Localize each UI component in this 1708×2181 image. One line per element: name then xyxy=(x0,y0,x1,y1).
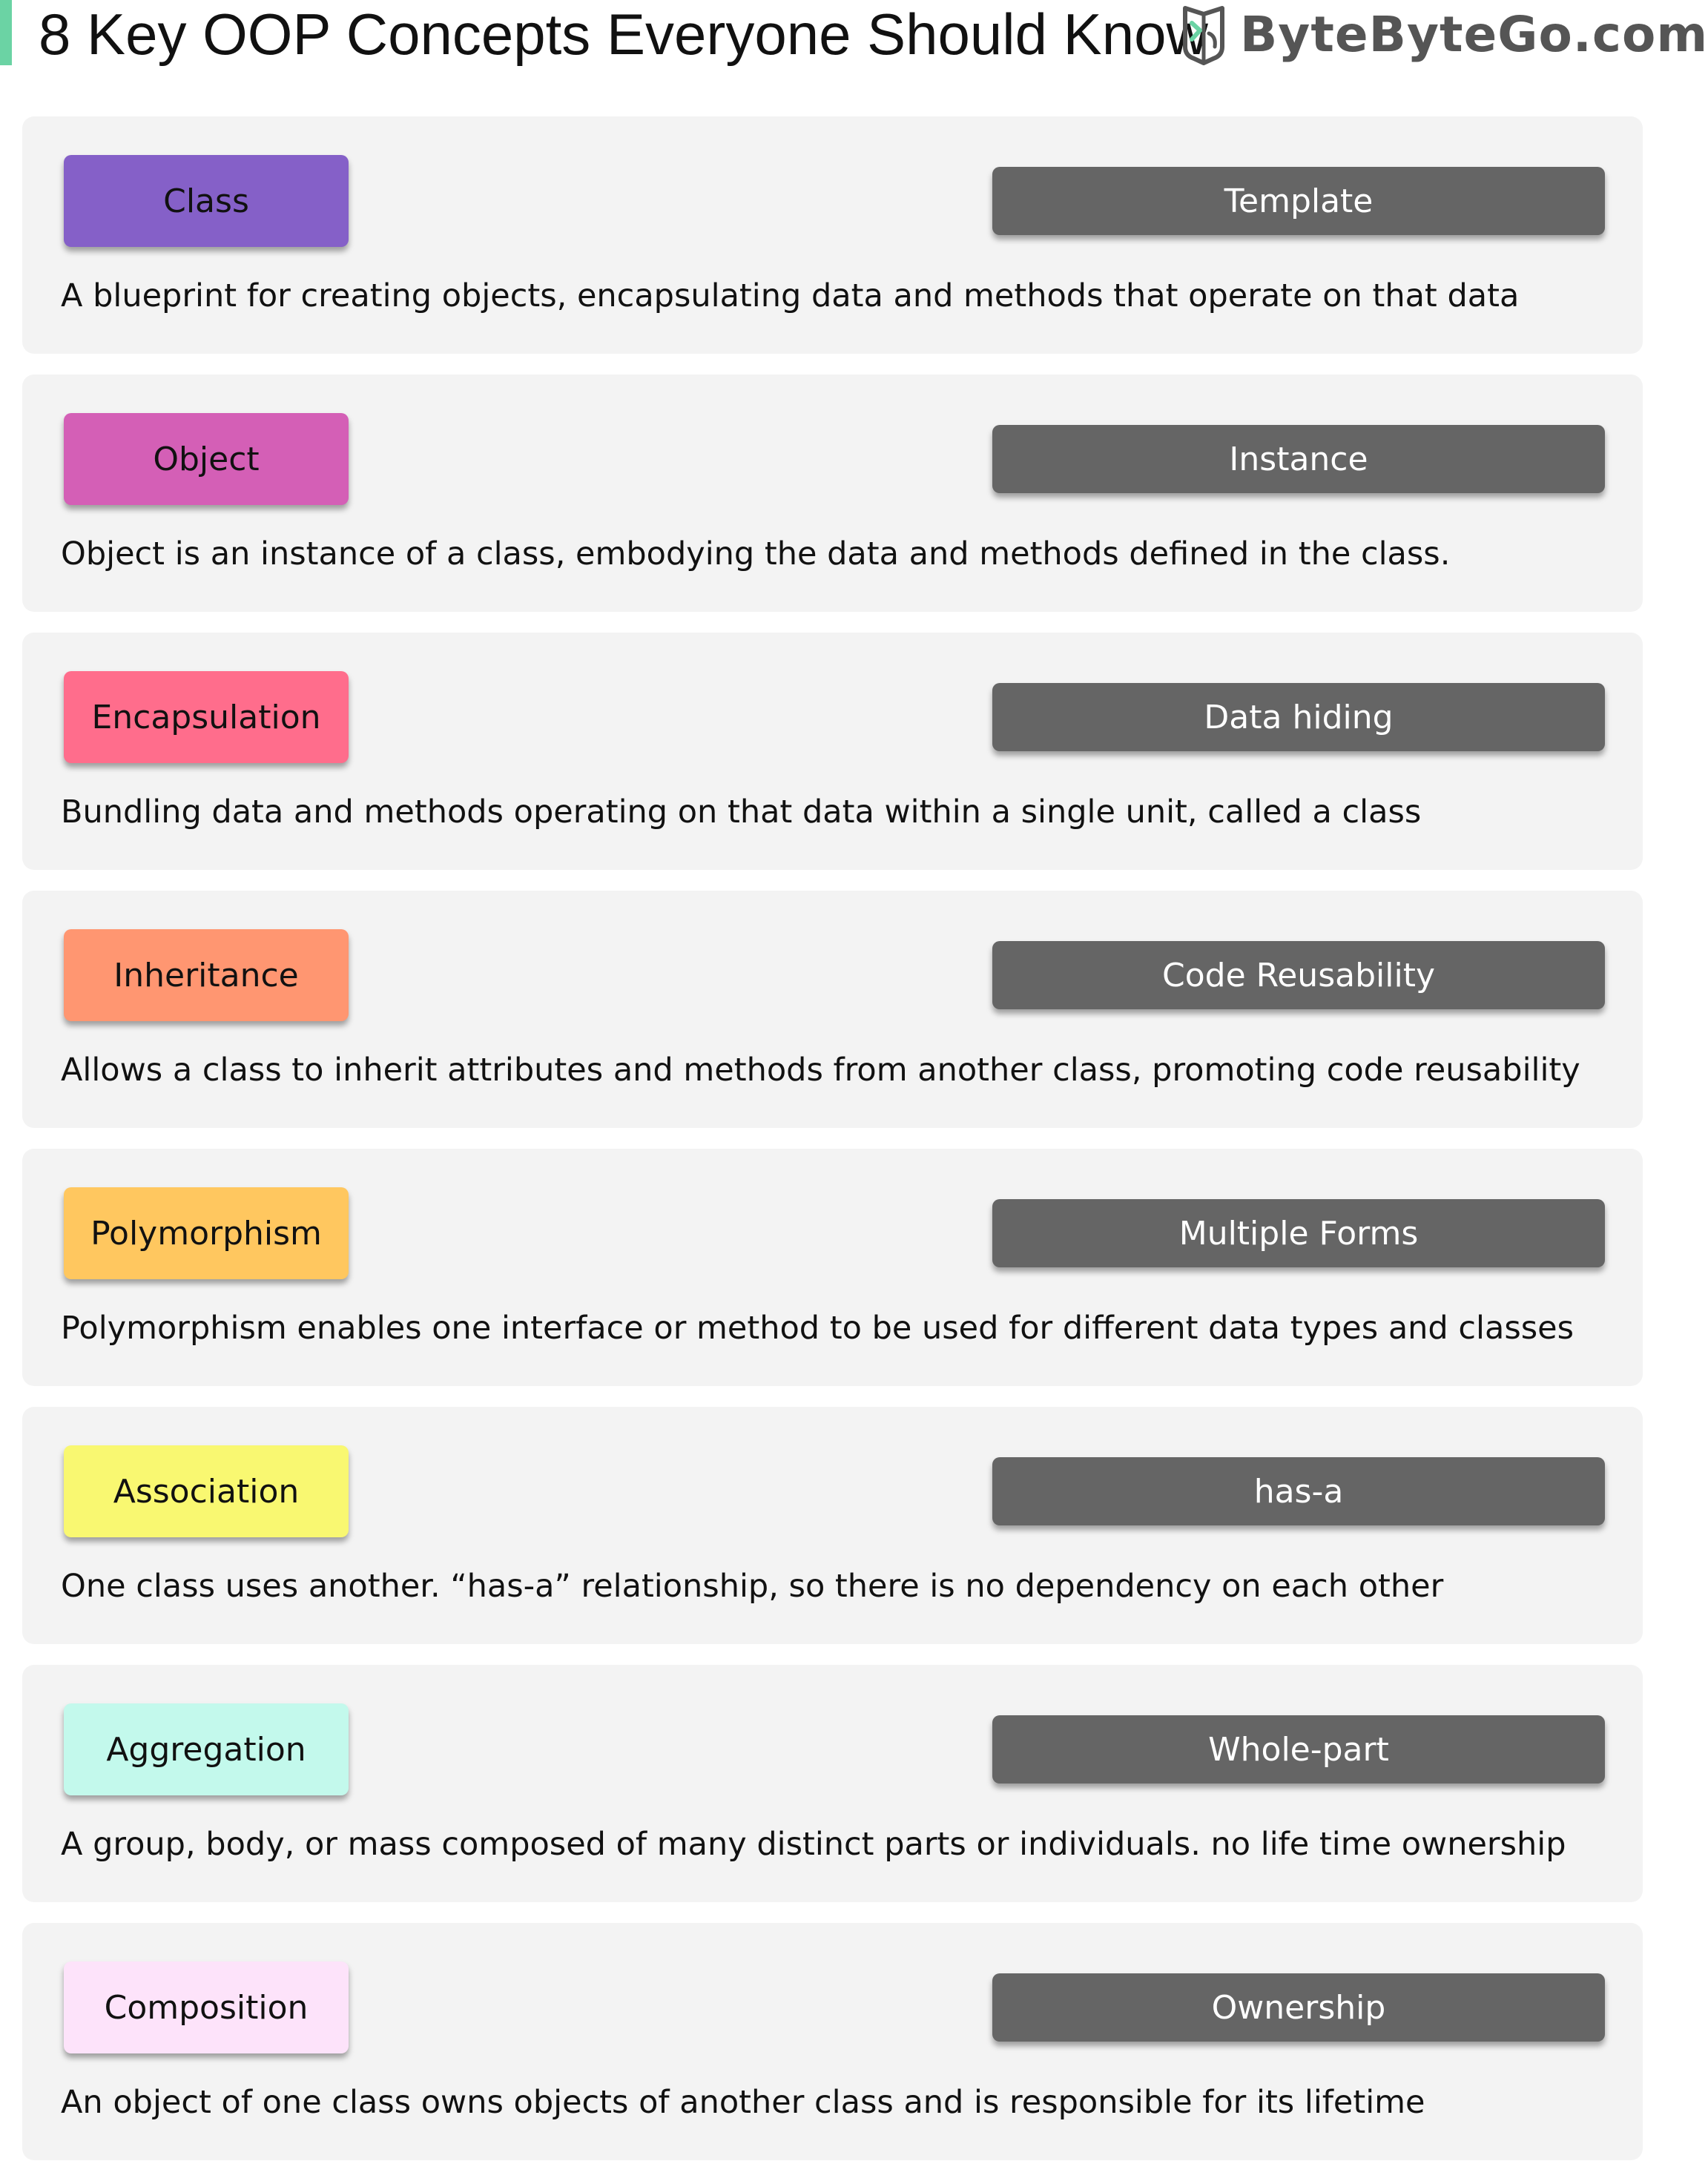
brand-name: ByteByteGo.com xyxy=(1240,5,1708,63)
concept-card-class xyxy=(22,116,1643,354)
concept-keyword: Code Reusability xyxy=(992,941,1605,1009)
bytebytego-logo-icon xyxy=(1179,4,1228,65)
brand xyxy=(1179,0,1708,68)
concept-description: Polymorphism enables one interface or method to be used for different data types and classes xyxy=(61,1310,1575,1347)
concept-description: A blueprint for creating objects, encapsulating data and methods that operate on that data xyxy=(61,277,1520,314)
concept-description: Allows a class to inherit attributes and methods from another class, promoting code reusability xyxy=(61,1052,1580,1089)
concept-label: Aggregation xyxy=(64,1703,349,1795)
concept-description: Bundling data and methods operating on that data within a single unit, called a class xyxy=(61,793,1422,831)
concept-keyword: has-a xyxy=(992,1457,1605,1525)
concept-card-encapsulation xyxy=(22,633,1643,870)
concept-description: Object is an instance of a class, embodying the data and methods defined in the class. xyxy=(61,535,1451,573)
concept-card-polymorphism xyxy=(22,1149,1643,1386)
concept-description: An object of one class owns objects of another class and is responsible for its lifetime xyxy=(61,2084,1425,2121)
concept-label: Polymorphism xyxy=(64,1187,349,1279)
header xyxy=(0,0,1708,74)
concept-keyword: Whole-part xyxy=(992,1715,1605,1784)
concept-keyword: Template xyxy=(992,167,1605,235)
concept-label: Association xyxy=(64,1445,349,1537)
concept-card-aggregation xyxy=(22,1665,1643,1902)
concept-description: One class uses another. “has-a” relationship, so there is no dependency on each other xyxy=(61,1568,1444,1605)
concept-card-object xyxy=(22,375,1643,612)
concept-card-association xyxy=(22,1407,1643,1644)
concept-keyword: Ownership xyxy=(992,1973,1605,2042)
concept-label: Encapsulation xyxy=(64,671,349,763)
concept-keyword: Multiple Forms xyxy=(992,1199,1605,1267)
concept-label: Object xyxy=(64,413,349,505)
concept-label: Inheritance xyxy=(64,929,349,1021)
concept-description: A group, body, or mass composed of many distinct parts or individuals. no life time ownership xyxy=(61,1826,1566,1863)
concept-card-inheritance xyxy=(22,891,1643,1128)
page-title: 8 Key OOP Concepts Everyone Should Know xyxy=(39,1,1208,67)
concept-list xyxy=(22,116,1643,2181)
concept-keyword: Data hiding xyxy=(992,683,1605,751)
concept-label: Class xyxy=(64,155,349,247)
concept-keyword: Instance xyxy=(992,425,1605,493)
concept-label: Composition xyxy=(64,1961,349,2053)
concept-card-composition xyxy=(22,1923,1643,2160)
title-accent-bar xyxy=(0,0,12,65)
